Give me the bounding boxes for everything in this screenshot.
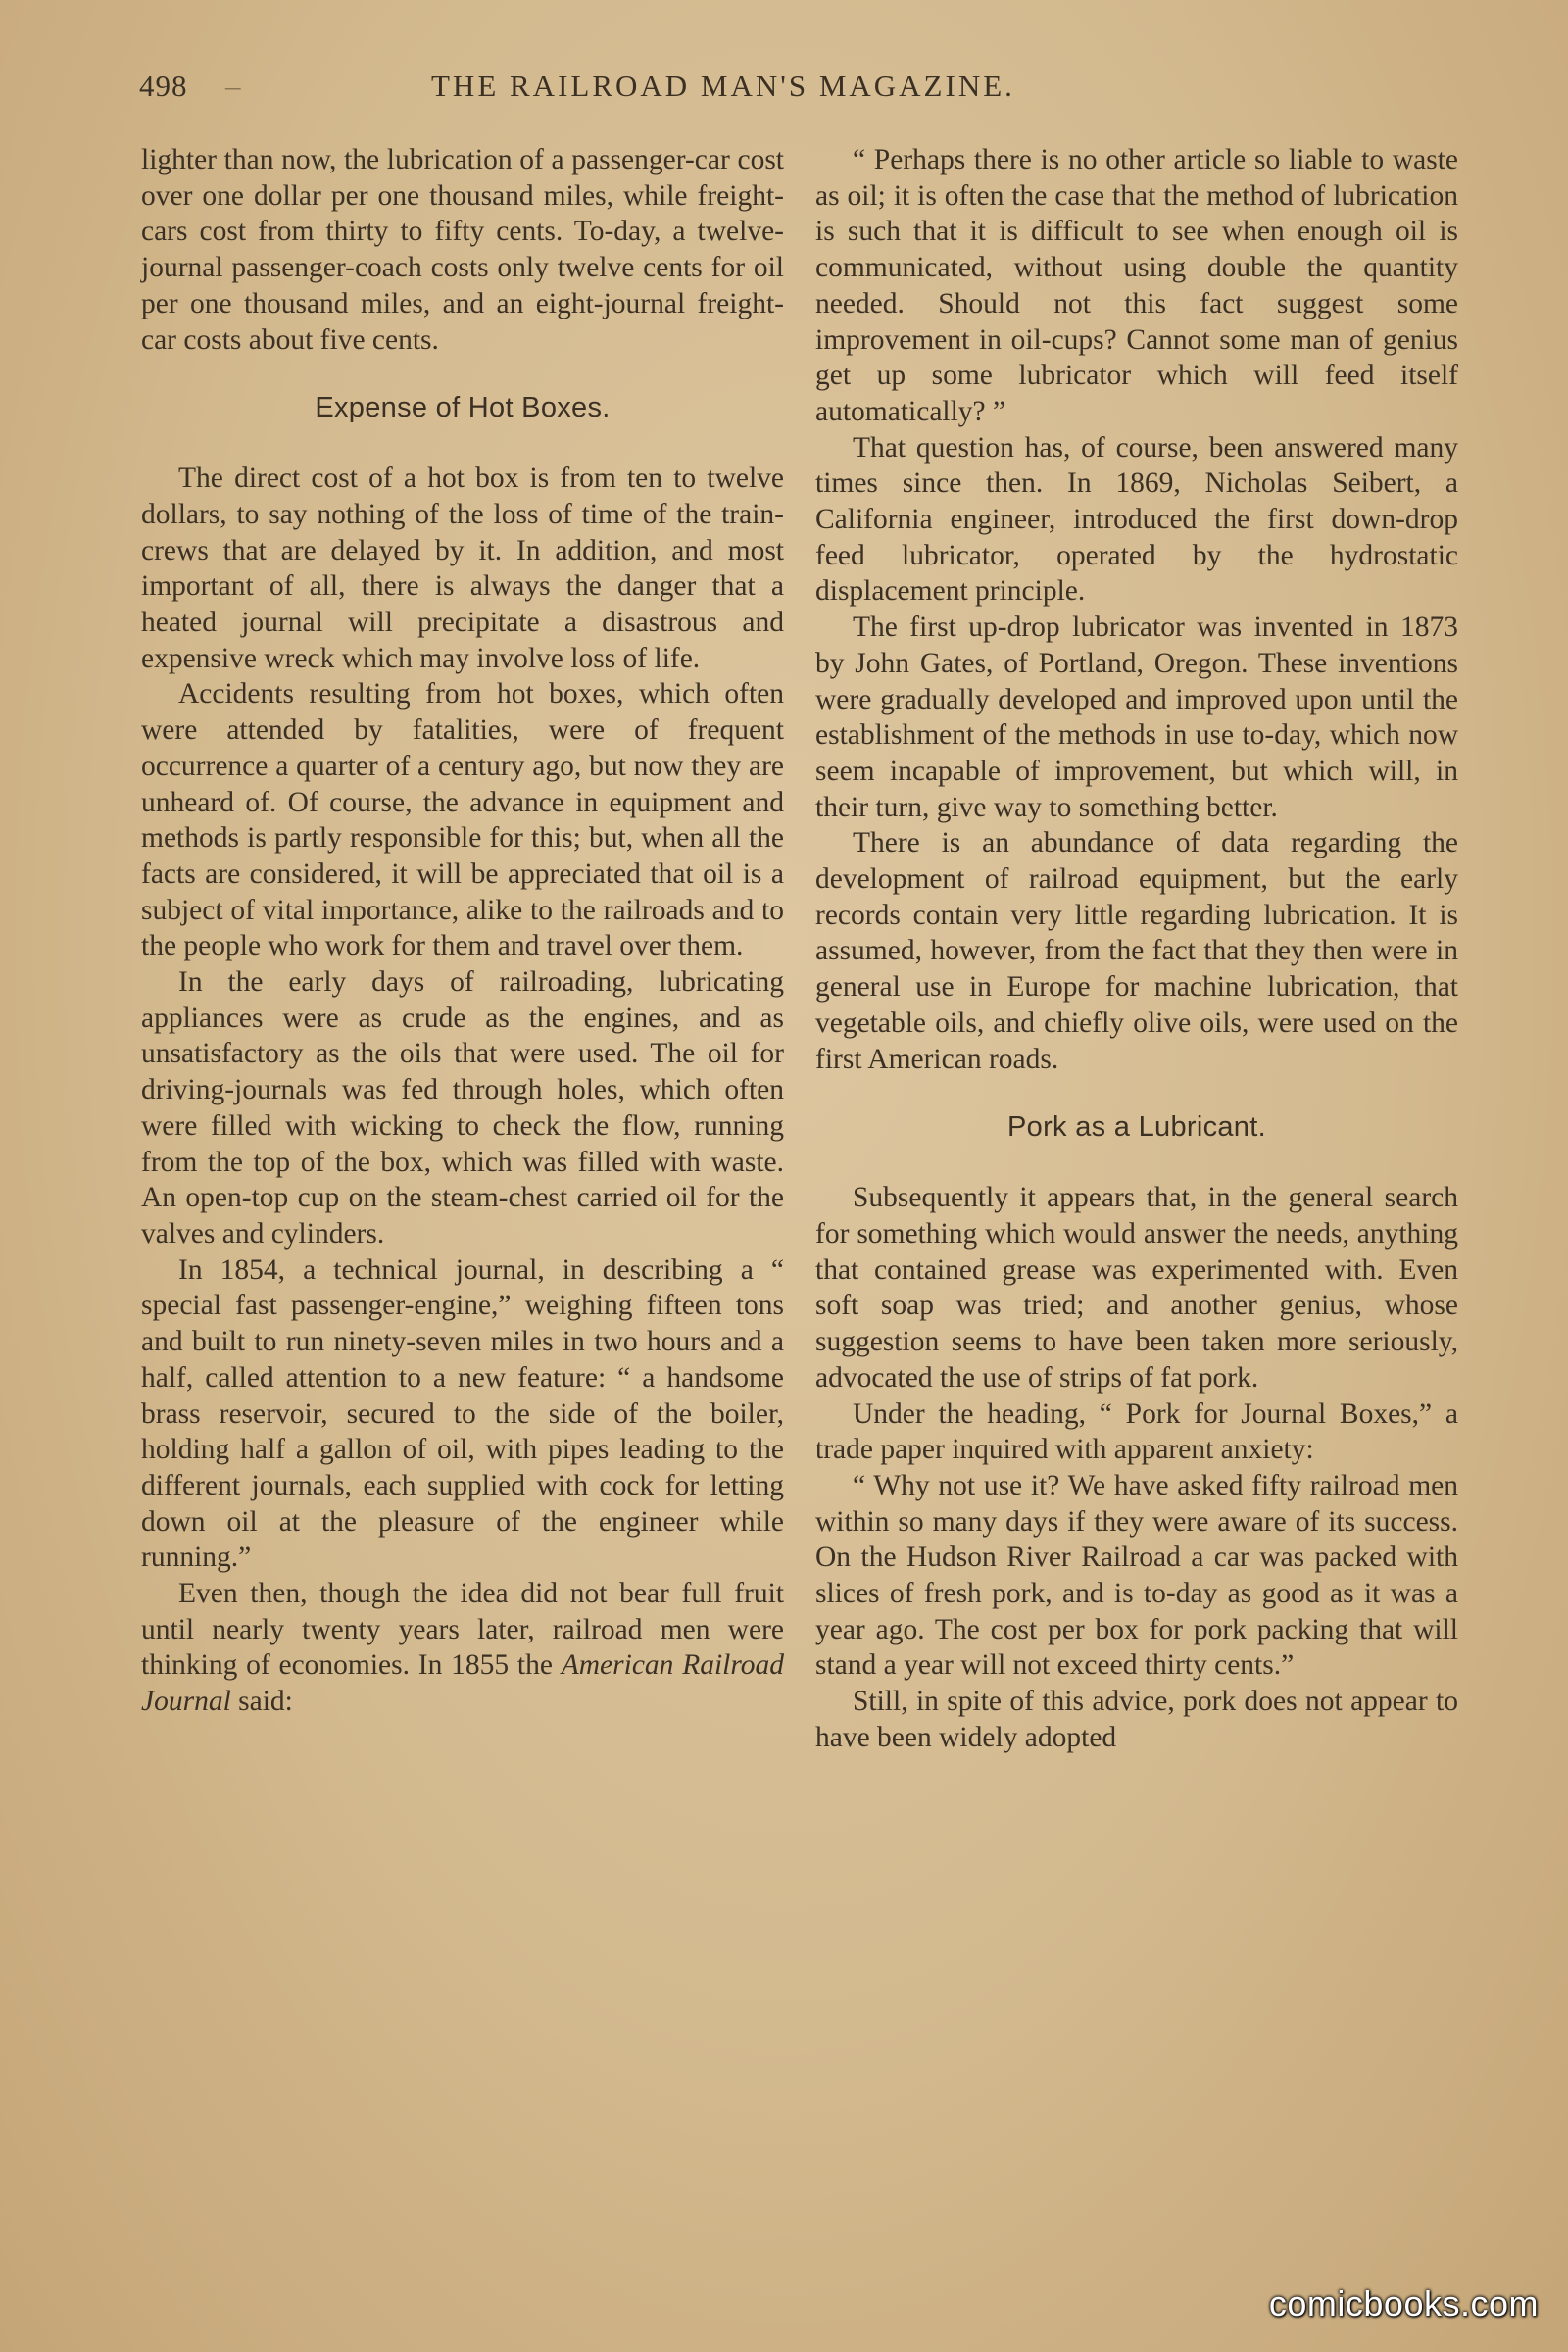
paragraph: The first up-drop lubricator was invented in 1873 by John Gates, of Portland, Oregon. These inventions were gradually developed and improved upon until the establishment of the methods in use to-day, which now seem incapable of improvement, but which will, in their turn, give way to something better. xyxy=(815,612,1458,823)
paragraph: In 1854, a technical journal, in describing a “ special fast passenger-engine,” weighing fifteen tons and built to run ninety-seven miles in two hours and a half, called attention to a new feature: “ a handsome brass reservoir, secured to the side of the boiler, holding half a gallon of oil, with pipes leading to the different journals, each supplied with cock for letting down oil at the pleasure of the engineer while running.” xyxy=(141,1253,784,1574)
right-column xyxy=(815,142,1458,1756)
paragraph-text: Even then, though the idea did not bear full fruit until nearly twenty years later, railroad men were thinking of economies. In 1855 the xyxy=(141,1578,784,1682)
paragraph: “ Perhaps there is no other article so liable to waste as oil; it is often the case that the method of lubrication is such that it is difficult to see when enough oil is communicated, without using double the quantity needed. Should not this fact suggest some improvement in oil-cups? Cannot some man of genius get up some lubricator which will feed itself automatically? ” xyxy=(815,144,1458,427)
section-heading-pork: Pork as a Lubricant. xyxy=(1007,1111,1266,1144)
header-dash: – xyxy=(225,69,241,103)
running-head: THE RAILROAD MAN'S MAGAZINE. xyxy=(431,69,1015,103)
paragraph: The direct cost of a hot box is from ten to twelve dollars, to say nothing of the loss of time of the train-crews that are delayed by it. In addition, and most important of all, there is always the danger that a heated journal will precipitate a disastrous and expensive wreck which may involve loss of life. xyxy=(141,463,784,674)
paragraph: Still, in spite of this advice, pork does not appear to have been widely adopted xyxy=(815,1686,1458,1753)
left-column xyxy=(141,142,784,1720)
watermark: comicbooks.com xyxy=(1268,2283,1539,2324)
paragraph: That question has, of course, been answered many times since then. In 1869, Nicholas Seibert, a California engineer, introduced the first down-drop feed lubricator, operated by the hydrostatic displacement principle. xyxy=(815,431,1458,608)
paragraph-text: said: xyxy=(230,1686,293,1718)
paragraph: lighter than now, the lubrication of a passenger-car cost over one dollar per one thousand miles, while freight-cars cost from thirty to fifty cents. To-day, a twelve-journal passenger-coach costs only twelve cents for oil per one thousand miles, and an eight-journal freight-car costs about five cents. xyxy=(141,144,784,356)
paragraph: Subsequently it appears that, in the general search for something which would answer the needs, anything that contained grease was experimented with. Even soft soap was tried; and another genius, whose suggestion seems to have been taken more seriously, advocated the use of strips of fat pork. xyxy=(815,1182,1458,1394)
paragraph: In the early days of railroading, lubricating appliances were as crude as the engines, and as unsatisfactory as the oils that were used. The oil for driving-journals was fed through holes, which often were filled with wicking to check the flow, running from the top of the box, which was filled with waste. An open-top cup on the steam-chest carried oil for the valves and cylinders. xyxy=(141,966,784,1250)
paragraph: Accidents resulting from hot boxes, which often were attended by fatalities, were of frequent occurrence a quarter of a century ago, but now they are unheard of. Of course, the advance in equipment and methods is partly responsible for this; but, when all the facts are considered, it will be appreciated that oil is a subject of vital importance, alike to the railroads and to the people who work for them and travel over them. xyxy=(141,678,784,962)
page-header xyxy=(137,69,1450,118)
paragraph: Under the heading, “ Pork for Journal Boxes,” a trade paper inquired with apparent anxiety: xyxy=(815,1397,1458,1466)
journal-title: American Railroad Journal xyxy=(141,1649,784,1718)
section-heading-hot-boxes: Expense of Hot Boxes. xyxy=(315,392,611,424)
paragraph: “ Why not use it? We have asked fifty railroad men within so many days if they were aware of its success. On the Hudson River Railroad a car was packed with slices of fresh pork, and is to-day as good as it was a year ago. The cost per box for pork packing that will stand a year will not exceed thirty cents.” xyxy=(815,1469,1458,1682)
page-number: 498 xyxy=(139,69,188,103)
paragraph xyxy=(141,1576,784,1720)
paragraph: There is an abundance of data regarding the development of railroad equipment, but the early records contain very little regarding lubrication. It is assumed, however, from the fact that they then were in general use in Europe for machine lubrication, that vegetable oils, and chiefly olive oils, were used on the first American roads. xyxy=(815,827,1458,1075)
